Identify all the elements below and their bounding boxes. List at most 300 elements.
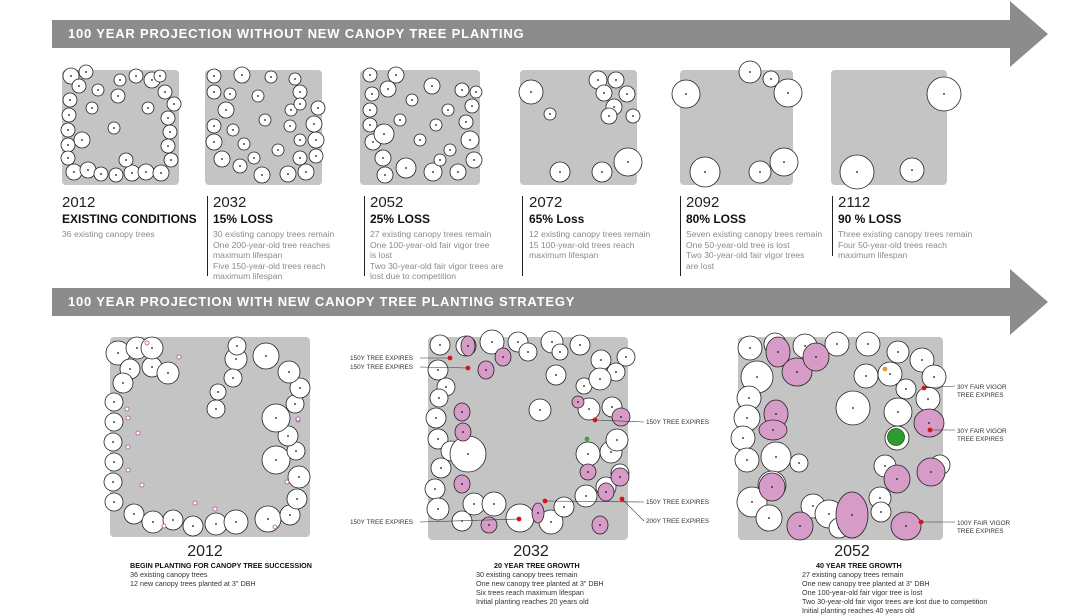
tree-trunk-dot bbox=[611, 406, 613, 408]
caption-title: 40 YEAR TREE GROWTH bbox=[816, 561, 902, 570]
tree-trunk-dot bbox=[411, 99, 413, 101]
stage-desc: Seven existing canopy trees remain One 50-year-old tree is lost Two 30-year-old fair vigor trees are lost bbox=[686, 229, 823, 271]
tree-trunk-dot bbox=[167, 145, 169, 147]
bottom-site-plans bbox=[0, 322, 1080, 562]
stage-2072 bbox=[529, 194, 689, 261]
bottom-caption-2012 bbox=[130, 543, 330, 588]
caption-line: Initial planting reaches 20 years old bbox=[476, 597, 589, 606]
marker-dot bbox=[126, 416, 130, 420]
tree-trunk-dot bbox=[555, 374, 557, 376]
tree-trunk-dot bbox=[577, 401, 579, 403]
tree-trunk-dot bbox=[395, 74, 397, 76]
marker-dot bbox=[162, 524, 166, 528]
marker-dot bbox=[126, 445, 130, 449]
tree-trunk-dot bbox=[145, 171, 147, 173]
tree-trunk-dot bbox=[232, 129, 234, 131]
tree-trunk-dot bbox=[100, 173, 102, 175]
tree-trunk-dot bbox=[615, 371, 617, 373]
tree-trunk-dot bbox=[294, 403, 296, 405]
stage-desc: Three existing canopy trees remain Four 50-year-old trees reach maximum lifespan bbox=[838, 229, 973, 261]
tree-trunk-dot bbox=[160, 172, 162, 174]
stage-year: 2092 bbox=[686, 194, 720, 211]
tree-trunk-dot bbox=[770, 78, 772, 80]
tree-trunk-dot bbox=[239, 165, 241, 167]
tree-trunk-dot bbox=[288, 371, 290, 373]
tree-trunk-dot bbox=[749, 71, 751, 73]
tree-trunk-dot bbox=[905, 525, 907, 527]
tree-trunk-dot bbox=[491, 341, 493, 343]
tree-trunk-dot bbox=[69, 99, 71, 101]
tree-trunk-dot bbox=[928, 422, 930, 424]
tree-trunk-dot bbox=[67, 157, 69, 159]
annotation-label: 150Y TREE EXPIRES bbox=[646, 419, 709, 426]
tree-trunk-dot bbox=[294, 78, 296, 80]
tree-trunk-dot bbox=[235, 358, 237, 360]
tree-trunk-dot bbox=[502, 356, 504, 358]
annotation-label: 150Y TREE EXPIRES bbox=[350, 364, 413, 371]
tree-trunk-dot bbox=[152, 521, 154, 523]
tree-trunk-dot bbox=[287, 173, 289, 175]
tree-trunk-dot bbox=[884, 465, 886, 467]
tree-trunk-dot bbox=[583, 385, 585, 387]
annotation-label: TREE EXPIRES bbox=[957, 528, 1004, 535]
tree-trunk-dot bbox=[299, 103, 301, 105]
stage-desc: 12 existing canopy trees remain 15 100-year-old trees reach maximum lifespan bbox=[529, 229, 651, 261]
tree-trunk-dot bbox=[290, 109, 292, 111]
tree-trunk-dot bbox=[437, 438, 439, 440]
tree-trunk-dot bbox=[461, 483, 463, 485]
tree-trunk-dot bbox=[616, 439, 618, 441]
tree-trunk-dot bbox=[213, 91, 215, 93]
annotation-label: 150Y TREE EXPIRES bbox=[350, 355, 413, 362]
tree-trunk-dot bbox=[275, 459, 277, 461]
tree-trunk-dot bbox=[748, 397, 750, 399]
tree-trunk-dot bbox=[587, 471, 589, 473]
tree-trunk-dot bbox=[317, 107, 319, 109]
tree-trunk-dot bbox=[559, 351, 561, 353]
tree-trunk-dot bbox=[91, 107, 93, 109]
tree-trunk-dot bbox=[122, 382, 124, 384]
stage-year: 2012 bbox=[62, 194, 96, 211]
tree-trunk-dot bbox=[619, 476, 621, 478]
tree-trunk-dot bbox=[243, 143, 245, 145]
tree-trunk-dot bbox=[812, 505, 814, 507]
tree-trunk-dot bbox=[549, 113, 551, 115]
annotation-label: 200Y TREE EXPIRES bbox=[646, 518, 709, 525]
tree-trunk-dot bbox=[585, 495, 587, 497]
marker-dot bbox=[125, 407, 129, 411]
divider bbox=[207, 196, 208, 276]
tree-trunk-dot bbox=[749, 347, 751, 349]
marker-dot bbox=[140, 483, 144, 487]
tree-trunk-dot bbox=[685, 93, 687, 95]
caption-line: 36 existing canopy trees bbox=[130, 570, 208, 579]
tree-trunk-dot bbox=[603, 92, 605, 94]
tree-trunk-dot bbox=[469, 139, 471, 141]
tree-trunk-dot bbox=[117, 352, 119, 354]
tree-trunk-dot bbox=[488, 524, 490, 526]
bottom-banner-title: 100 YEAR PROJECTION WITH NEW CANOPY TREE PLANTING STRATEGY bbox=[68, 294, 576, 309]
tree-trunk-dot bbox=[867, 343, 869, 345]
tree-trunk-dot bbox=[261, 174, 263, 176]
tree-trunk-dot bbox=[299, 387, 301, 389]
tree-trunk-dot bbox=[851, 514, 853, 516]
tree-trunk-dot bbox=[265, 355, 267, 357]
tree-trunk-dot bbox=[112, 481, 114, 483]
tree-trunk-dot bbox=[897, 411, 899, 413]
tree-trunk-dot bbox=[305, 171, 307, 173]
tree-trunk-dot bbox=[517, 341, 519, 343]
tree-trunk-dot bbox=[371, 93, 373, 95]
stage-2012 bbox=[62, 194, 222, 240]
tree-trunk-dot bbox=[530, 91, 532, 93]
tree-trunk-dot bbox=[457, 171, 459, 173]
tree-trunk-dot bbox=[620, 416, 622, 418]
tree-trunk-dot bbox=[296, 498, 298, 500]
tree-trunk-dot bbox=[85, 71, 87, 73]
tree-trunk-dot bbox=[275, 417, 277, 419]
tree-trunk-dot bbox=[236, 345, 238, 347]
tree-trunk-dot bbox=[299, 91, 301, 93]
stage-year: 2052 bbox=[370, 194, 404, 211]
tree-trunk-dot bbox=[798, 462, 800, 464]
tree-trunk-dot bbox=[799, 525, 801, 527]
bottom-banner bbox=[52, 288, 1012, 316]
tree-trunk-dot bbox=[70, 75, 72, 77]
tree-trunk-dot bbox=[467, 453, 469, 455]
tree-trunk-dot bbox=[856, 171, 858, 173]
tree-trunk-dot bbox=[537, 512, 539, 514]
stage-loss: 65% Loss bbox=[529, 212, 585, 226]
tree-trunk-dot bbox=[625, 356, 627, 358]
tree-trunk-dot bbox=[295, 450, 297, 452]
tree-trunk-dot bbox=[471, 105, 473, 107]
tree-trunk-dot bbox=[221, 158, 223, 160]
stage-2092 bbox=[686, 194, 846, 271]
tree-trunk-dot bbox=[213, 141, 215, 143]
tree-trunk-dot bbox=[485, 369, 487, 371]
tree-trunk-dot bbox=[435, 124, 437, 126]
tree-trunk-dot bbox=[369, 74, 371, 76]
marker-dot bbox=[145, 341, 149, 345]
tree-trunk-dot bbox=[756, 376, 758, 378]
tree-trunk-dot bbox=[213, 125, 215, 127]
tree-trunk-dot bbox=[440, 467, 442, 469]
tree-trunk-dot bbox=[897, 351, 899, 353]
tree-trunk-dot bbox=[369, 109, 371, 111]
tree-trunk-dot bbox=[704, 171, 706, 173]
tree-trunk-dot bbox=[601, 171, 603, 173]
caption-line: One new canopy tree planted at 3" DBH bbox=[476, 579, 604, 588]
top-site-plans bbox=[0, 0, 1080, 200]
annotation-label: TREE EXPIRES bbox=[957, 436, 1004, 443]
tree-trunk-dot bbox=[771, 486, 773, 488]
caption-title: 20 YEAR TREE GROWTH bbox=[494, 561, 580, 570]
tree-trunk-dot bbox=[796, 371, 798, 373]
tree-trunk-dot bbox=[439, 344, 441, 346]
tree-trunk-dot bbox=[313, 123, 315, 125]
tree-trunk-dot bbox=[68, 114, 70, 116]
tree-trunk-dot bbox=[608, 115, 610, 117]
stage-loss: 80% LOSS bbox=[686, 212, 747, 226]
marker-dot bbox=[883, 367, 888, 372]
stage-desc: 30 existing canopy trees remain One 200-year-old tree reaches maximum lifespan Five 150-year-old trees reach maximum lifespan bbox=[213, 229, 335, 282]
tree-trunk-dot bbox=[215, 408, 217, 410]
caption-line: Initial planting reaches 40 years old bbox=[802, 606, 915, 615]
tree-trunk-dot bbox=[167, 117, 169, 119]
stage-year: 2032 bbox=[213, 194, 247, 211]
stage-year: 2072 bbox=[529, 194, 563, 211]
tree-trunk-dot bbox=[164, 91, 166, 93]
tree-trunk-dot bbox=[783, 161, 785, 163]
tree-trunk-dot bbox=[551, 341, 553, 343]
tree-trunk-dot bbox=[896, 478, 898, 480]
tree-trunk-dot bbox=[815, 356, 817, 358]
tree-trunk-dot bbox=[81, 139, 83, 141]
tree-trunk-dot bbox=[125, 159, 127, 161]
tree-trunk-dot bbox=[264, 119, 266, 121]
tree-trunk-dot bbox=[746, 459, 748, 461]
tree-trunk-dot bbox=[921, 359, 923, 361]
tree-trunk-dot bbox=[461, 89, 463, 91]
caption-title: BEGIN PLANTING FOR CANOPY TREE SUCCESSION bbox=[130, 561, 312, 570]
tree-trunk-dot bbox=[437, 508, 439, 510]
tree-trunk-dot bbox=[113, 501, 115, 503]
tree-trunk-dot bbox=[435, 417, 437, 419]
tree-trunk-dot bbox=[119, 79, 121, 81]
tree-trunk-dot bbox=[852, 407, 854, 409]
tree-trunk-dot bbox=[136, 347, 138, 349]
tree-trunk-dot bbox=[465, 121, 467, 123]
tree-trunk-dot bbox=[287, 435, 289, 437]
tree-trunk-dot bbox=[447, 109, 449, 111]
tree-trunk-dot bbox=[905, 388, 907, 390]
tree-trunk-dot bbox=[253, 157, 255, 159]
tree-trunk-dot bbox=[930, 471, 932, 473]
tree-trunk-dot bbox=[67, 129, 69, 131]
tree-trunk-dot bbox=[933, 376, 935, 378]
tree-trunk-dot bbox=[115, 174, 117, 176]
tree-trunk-dot bbox=[889, 373, 891, 375]
tree-trunk-dot bbox=[432, 171, 434, 173]
tree-trunk-dot bbox=[382, 157, 384, 159]
marker-dot bbox=[585, 437, 590, 442]
tree-trunk-dot bbox=[299, 139, 301, 141]
tree-trunk-dot bbox=[772, 429, 774, 431]
marker-dot bbox=[193, 501, 197, 505]
tree-trunk-dot bbox=[539, 409, 541, 411]
tree-trunk-dot bbox=[775, 413, 777, 415]
caption-line: One 100-year-old fair vigor tree is lost bbox=[802, 588, 923, 597]
annotation-label: 30Y FAIR VIGOR bbox=[957, 384, 1007, 391]
tree-trunk-dot bbox=[133, 513, 135, 515]
tree-trunk-dot bbox=[298, 476, 300, 478]
divider bbox=[522, 196, 523, 276]
tree-trunk-dot bbox=[215, 523, 217, 525]
tree-trunk-dot bbox=[879, 497, 881, 499]
tree-trunk-dot bbox=[597, 79, 599, 81]
tree-trunk-dot bbox=[610, 451, 612, 453]
stage-2032 bbox=[213, 194, 373, 282]
marker-dot bbox=[296, 417, 300, 421]
tree-trunk-dot bbox=[173, 103, 175, 105]
tree-trunk-dot bbox=[151, 79, 153, 81]
tree-trunk-dot bbox=[257, 95, 259, 97]
tree-trunk-dot bbox=[804, 345, 806, 347]
stage-loss: EXISTING CONDITIONS bbox=[62, 212, 197, 226]
stage-desc: 36 existing canopy trees bbox=[62, 229, 155, 239]
tree-trunk-dot bbox=[113, 127, 115, 129]
tree-trunk-dot bbox=[169, 131, 171, 133]
tree-trunk-dot bbox=[399, 119, 401, 121]
marker-dot bbox=[273, 525, 277, 529]
tree-trunk-dot bbox=[213, 75, 215, 77]
tree-trunk-dot bbox=[383, 133, 385, 135]
tree-trunk-dot bbox=[746, 417, 748, 419]
tree-trunk-dot bbox=[170, 159, 172, 161]
tree-trunk-dot bbox=[129, 368, 131, 370]
tree-trunk-dot bbox=[434, 488, 436, 490]
tree-trunk-dot bbox=[267, 518, 269, 520]
tree-trunk-dot bbox=[599, 378, 601, 380]
tree-trunk-dot bbox=[229, 93, 231, 95]
tree-trunk-dot bbox=[151, 366, 153, 368]
tree-trunk-dot bbox=[462, 431, 464, 433]
tree-trunk-dot bbox=[579, 344, 581, 346]
tree-trunk-dot bbox=[97, 89, 99, 91]
tree-trunk-dot bbox=[438, 397, 440, 399]
tree-trunk-dot bbox=[473, 159, 475, 161]
stage-loss: 15% LOSS bbox=[213, 212, 274, 226]
tree-trunk-dot bbox=[159, 75, 161, 77]
tree-trunk-dot bbox=[775, 456, 777, 458]
caption-line: 27 existing canopy trees remain bbox=[802, 570, 904, 579]
caption-line: Six trees reach maximum lifespan bbox=[476, 588, 584, 597]
tree-trunk-dot bbox=[927, 398, 929, 400]
tree-trunk-dot bbox=[192, 525, 194, 527]
tree-trunk-dot bbox=[600, 359, 602, 361]
tree-trunk-dot bbox=[387, 88, 389, 90]
caption-line: One new canopy tree planted at 3" DBH bbox=[802, 579, 930, 588]
tree-trunk-dot bbox=[151, 347, 153, 349]
marker-dot bbox=[126, 468, 130, 472]
tree-trunk-dot bbox=[461, 411, 463, 413]
tree-trunk-dot bbox=[87, 169, 89, 171]
bottom-year: 2052 bbox=[834, 543, 870, 560]
stage-loss: 25% LOSS bbox=[370, 212, 431, 226]
tree-trunk-dot bbox=[632, 115, 634, 117]
tree-trunk-dot bbox=[73, 171, 75, 173]
marker-dot bbox=[888, 429, 905, 446]
tree-trunk-dot bbox=[475, 91, 477, 93]
marker-dot bbox=[177, 355, 181, 359]
stage-desc: 27 existing canopy trees remain One 100-year-old fair vigor tree is lost Two 30-year-old fair vigor trees are lost due to competition bbox=[370, 229, 504, 282]
tree-trunk-dot bbox=[943, 93, 945, 95]
tree-trunk-dot bbox=[613, 106, 615, 108]
tree-trunk-dot bbox=[865, 375, 867, 377]
divider bbox=[364, 196, 365, 276]
tree-trunk-dot bbox=[117, 95, 119, 97]
tree-trunk-dot bbox=[217, 391, 219, 393]
marker-dot bbox=[136, 431, 140, 435]
tree-trunk-dot bbox=[113, 401, 115, 403]
tree-trunk-dot bbox=[147, 107, 149, 109]
stage-2052 bbox=[370, 194, 530, 282]
tree-trunk-dot bbox=[235, 521, 237, 523]
tree-trunk-dot bbox=[172, 519, 174, 521]
divider bbox=[832, 196, 833, 256]
tree-trunk-dot bbox=[135, 75, 137, 77]
bottom-year: 2032 bbox=[513, 543, 549, 560]
tree-trunk-dot bbox=[445, 386, 447, 388]
tree-trunk-dot bbox=[615, 79, 617, 81]
bottom-caption-2052 bbox=[802, 543, 1022, 615]
tree-trunk-dot bbox=[599, 524, 601, 526]
tree-trunk-dot bbox=[828, 513, 830, 515]
tree-trunk-dot bbox=[277, 149, 279, 151]
tree-trunk-dot bbox=[626, 93, 628, 95]
tree-trunk-dot bbox=[369, 124, 371, 126]
tree-trunk-dot bbox=[759, 171, 761, 173]
tree-trunk-dot bbox=[550, 521, 552, 523]
tree-trunk-dot bbox=[880, 511, 882, 513]
tree-trunk-dot bbox=[419, 139, 421, 141]
tree-trunk-dot bbox=[836, 343, 838, 345]
tree-trunk-dot bbox=[113, 421, 115, 423]
tree-trunk-dot bbox=[473, 503, 475, 505]
annotation-label: 150Y TREE EXPIRES bbox=[646, 499, 709, 506]
tree-trunk-dot bbox=[270, 76, 272, 78]
top-banner-title: 100 YEAR PROJECTION WITHOUT NEW CANOPY TREE PLANTING bbox=[68, 26, 525, 41]
tree-trunk-dot bbox=[559, 171, 561, 173]
tree-trunk-dot bbox=[911, 169, 913, 171]
tree-trunk-dot bbox=[588, 408, 590, 410]
annotation-label: 30Y FAIR VIGOR bbox=[957, 428, 1007, 435]
tree-trunk-dot bbox=[587, 453, 589, 455]
tree-trunk-dot bbox=[742, 437, 744, 439]
stage-year: 2112 bbox=[838, 194, 871, 211]
tree-trunk-dot bbox=[315, 155, 317, 157]
tree-trunk-dot bbox=[527, 351, 529, 353]
tree-trunk-dot bbox=[299, 157, 301, 159]
tree-trunk-dot bbox=[563, 506, 565, 508]
tree-trunk-dot bbox=[405, 167, 407, 169]
caption-line: 12 new canopy trees planted at 3" DBH bbox=[130, 579, 256, 588]
tree-trunk-dot bbox=[372, 141, 374, 143]
tree-trunk-dot bbox=[112, 441, 114, 443]
tree-trunk-dot bbox=[131, 172, 133, 174]
tree-trunk-dot bbox=[627, 161, 629, 163]
tree-trunk-dot bbox=[289, 514, 291, 516]
divider bbox=[680, 196, 681, 276]
tree-trunk-dot bbox=[467, 345, 469, 347]
stage-loss: 90 % LOSS bbox=[838, 212, 902, 226]
marker-dot bbox=[285, 480, 289, 484]
annotation-label: 100Y FAIR VIGOR bbox=[957, 520, 1011, 527]
caption-line: 30 existing canopy trees remain bbox=[476, 570, 578, 579]
tree-trunk-dot bbox=[439, 159, 441, 161]
tree-trunk-dot bbox=[384, 174, 386, 176]
bottom-year: 2012 bbox=[187, 543, 223, 560]
tree-trunk-dot bbox=[768, 517, 770, 519]
tree-trunk-dot bbox=[289, 125, 291, 127]
tree-trunk-dot bbox=[113, 461, 115, 463]
tree-trunk-dot bbox=[605, 491, 607, 493]
tree-trunk-dot bbox=[167, 372, 169, 374]
tree-trunk-dot bbox=[78, 85, 80, 87]
caption-line: Two 30-year-old fair vigor trees are lost due to competition bbox=[802, 597, 988, 606]
tree-trunk-dot bbox=[751, 501, 753, 503]
